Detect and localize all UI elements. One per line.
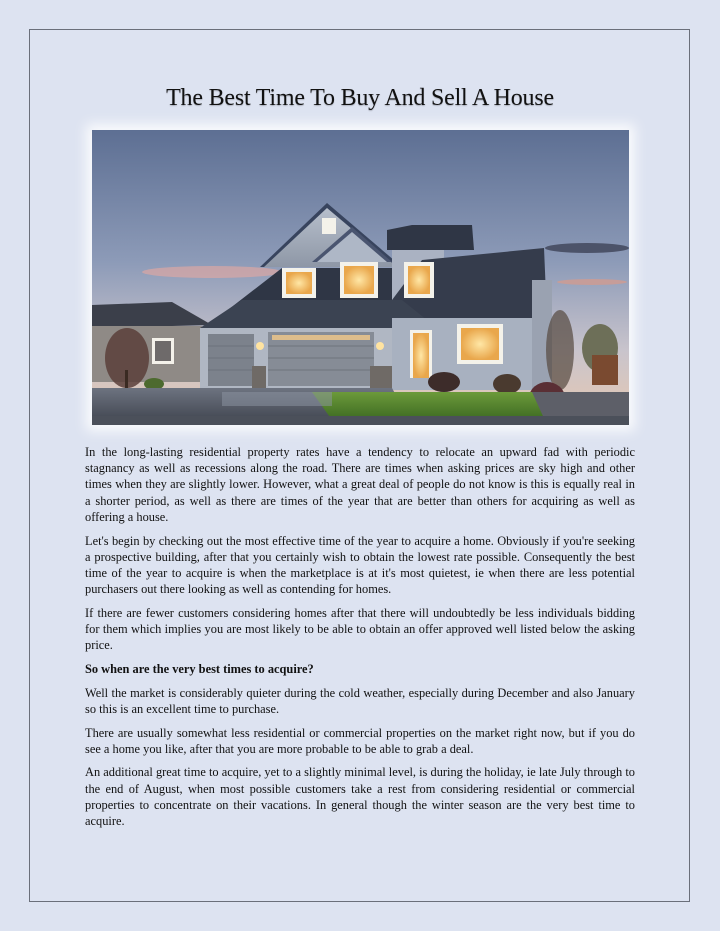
paragraph-holiday: An additional great time to acquire, yet to a slightly minimal level, is during the holiday, ie late July through to the end of August, when most possible customers take a rest from considering residential or commercial properties to concentrate on their vacations. In general though the winter season are the very best time to acquire.: [85, 765, 635, 829]
article-body: [85, 444, 635, 837]
paragraph-best-time-buy: Let's begin by checking out the most effective time of the year to acquire a home. Obviously if you're seeking a prospective building, after that you certainly wish to obtain the lowest rate possible. Consequently the best time of the year to acquire is when the marketplace is at it's most quietest, ie when there are less potential purchasers out there looking as well as contending for homes.: [85, 533, 635, 597]
section-heading: So when are the very best times to acquire?: [85, 661, 314, 676]
page-title: The Best Time To Buy And Sell A House: [166, 85, 554, 111]
paragraph-winter: Well the market is considerably quieter during the cold weather, especially during December and also January so this is an excellent time to purchase.: [85, 685, 635, 716]
paragraph-fewer-customers: If there are fewer customers considering homes after that there will undoubtedly be less individuals bidding for them which implies you are most likely to be able to obtain an offer approved well listed below the asking price.: [85, 605, 635, 653]
paragraph-fewer-properties: There are usually somewhat less residential or commercial properties on the market right now, but if you do see a home you like, after that you are more probable to be able to grab a deal.: [85, 725, 635, 756]
house-photo: [92, 130, 629, 425]
paragraph-intro: In the long-lasting residential property rates have a tendency to relocate an upward fad with periodic stagnancy as well as recessions along the road. There are times when asking prices are sky high and other times when they are slightly lower. However, what a great deal of people do not know is this is equally real in a shorter period, as well as there are times of the year that are better than others for acquiring as well as offering a house.: [85, 445, 635, 524]
